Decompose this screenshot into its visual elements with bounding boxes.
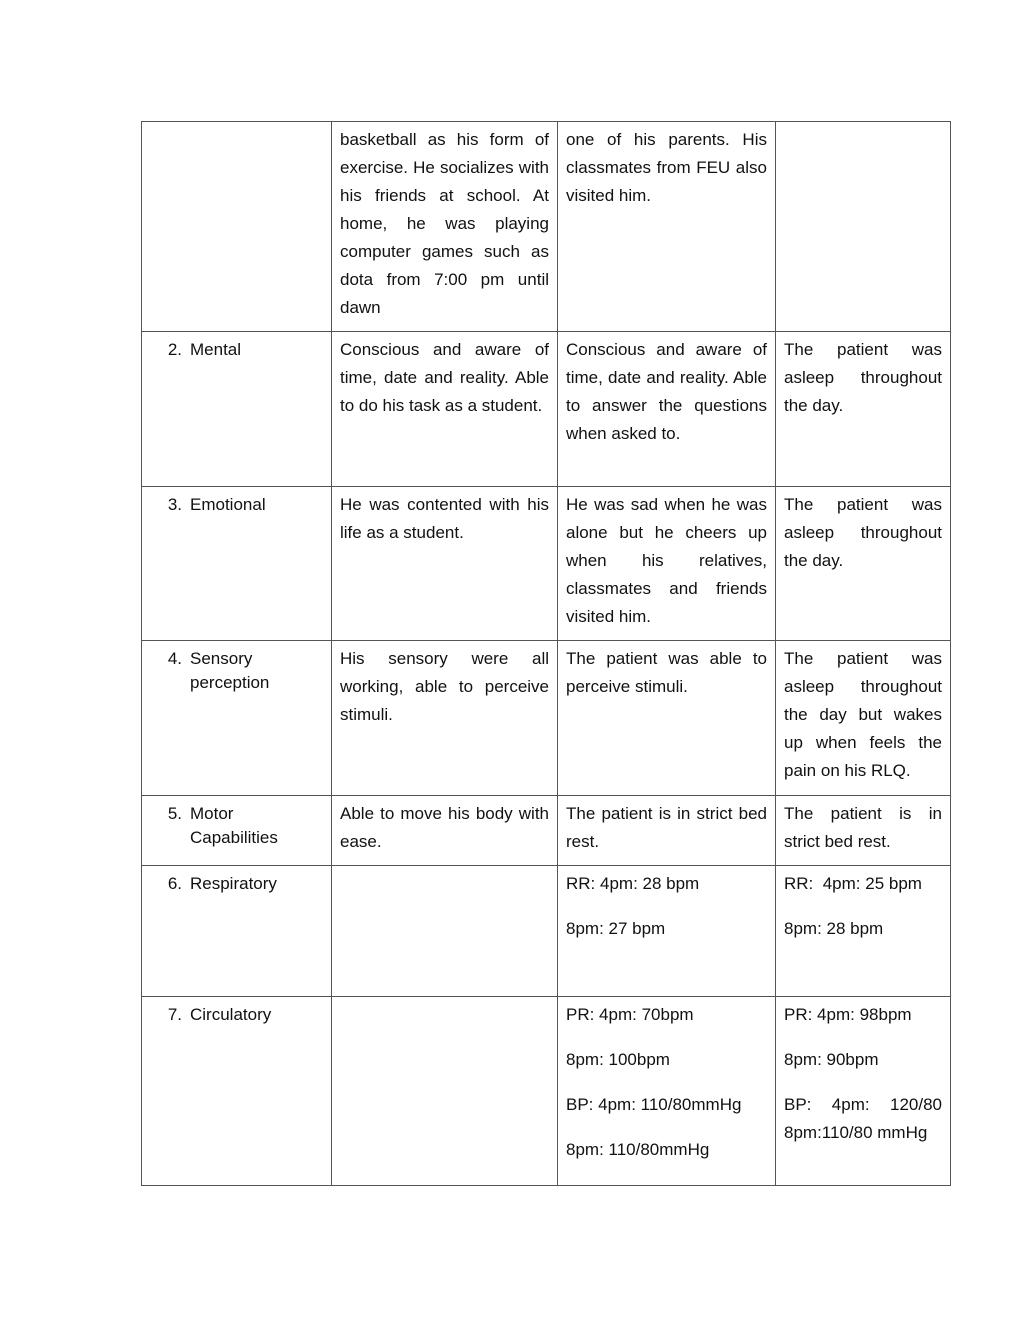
item-number: 7. xyxy=(167,1005,182,1024)
current-text: The patient was asleep throughout the day but wakes up when feels the pain on his RLQ. xyxy=(784,649,942,780)
vital-sign-text: RR: 4pm: 25 bpm xyxy=(784,874,922,893)
item-label: Circulatory xyxy=(190,1005,272,1024)
admission-text: He was sad when he was alone but he cheers up when his relatives, classmates and friends visited him. xyxy=(566,495,767,626)
admission-cell xyxy=(558,641,776,796)
pattern-cell xyxy=(142,641,332,796)
admission-cell xyxy=(558,866,776,997)
admission-text: Conscious and aware of time, date and reality. Able to answer the questions when asked to. xyxy=(566,340,767,443)
assessment-table xyxy=(141,121,951,1186)
current-cell xyxy=(776,641,951,796)
admission-text: The patient is in strict bed rest. xyxy=(566,804,767,851)
baseline-cell: Conscious and aware of time, date and reality. Able to do his task as a student. xyxy=(332,332,558,487)
vital-sign-text: PR: 4pm: 98bpm xyxy=(784,1005,912,1024)
vital-sign-text: BP: 4pm: 120/80 8pm:110/80 mmHg xyxy=(784,1095,942,1142)
item-label: Mental xyxy=(190,340,242,359)
item-label: Motor Capabilities xyxy=(190,804,278,847)
current-text: The patient was asleep throughout the day. xyxy=(784,495,942,570)
baseline-cell: His sensory were all working, able to perceive stimuli. xyxy=(332,641,558,796)
current-cell xyxy=(776,866,951,997)
vital-sign-text: 8pm: 90bpm xyxy=(784,1050,879,1069)
pattern-cell xyxy=(142,487,332,641)
current-cell xyxy=(776,332,951,487)
baseline-cell xyxy=(332,997,558,1186)
admission-cell xyxy=(558,122,776,332)
admission-cell xyxy=(558,796,776,866)
current-cell xyxy=(776,796,951,866)
table-row xyxy=(142,122,951,332)
pattern-cell xyxy=(142,122,332,332)
admission-cell xyxy=(558,997,776,1186)
table-row xyxy=(142,487,951,641)
pattern-cell xyxy=(142,866,332,997)
admission-cell xyxy=(558,487,776,641)
item-label: Respiratory xyxy=(190,874,277,893)
baseline-cell: He was contented with his life as a student. xyxy=(332,487,558,641)
pattern-cell xyxy=(142,332,332,487)
item-number: 6. xyxy=(167,874,182,893)
admission-text: one of his parents. His classmates from FEU also visited him. xyxy=(566,130,767,205)
admission-text: The patient was able to perceive stimuli. xyxy=(566,649,767,696)
table-row xyxy=(142,997,951,1186)
vital-sign-text: 8pm: 27 bpm xyxy=(566,919,666,938)
baseline-cell: basketball as his form of exercise. He socializes with his friends at school. At home, he was playing computer games such as dota from 7:00 pm until dawn xyxy=(332,122,558,332)
item-number: 2. xyxy=(167,340,182,359)
current-cell xyxy=(776,487,951,641)
vital-sign-text: BP: 4pm: 110/80mmHg xyxy=(566,1095,742,1114)
table-row xyxy=(142,332,951,487)
pattern-cell xyxy=(142,997,332,1186)
baseline-cell: Able to move his body with ease. xyxy=(332,796,558,866)
item-number: 5. xyxy=(167,804,182,823)
table-row xyxy=(142,866,951,997)
item-label: Sensory perception xyxy=(190,649,270,692)
current-text: The patient is in strict bed rest. xyxy=(784,804,942,851)
current-cell xyxy=(776,122,951,332)
pattern-cell xyxy=(142,796,332,866)
item-number: 4. xyxy=(167,649,182,668)
current-text: The patient was asleep throughout the day. xyxy=(784,340,942,415)
item-label: Emotional xyxy=(190,495,266,514)
baseline-cell xyxy=(332,866,558,997)
vital-sign-text: RR: 4pm: 28 bpm xyxy=(566,874,700,893)
vital-sign-text: 8pm: 28 bpm xyxy=(784,919,884,938)
table-row xyxy=(142,641,951,796)
vital-sign-text: 8pm: 110/80mmHg xyxy=(566,1140,710,1159)
item-number: 3. xyxy=(167,495,182,514)
admission-cell xyxy=(558,332,776,487)
vital-sign-text: PR: 4pm: 70bpm xyxy=(566,1005,694,1024)
table-row xyxy=(142,796,951,866)
vital-sign-text: 8pm: 100bpm xyxy=(566,1050,670,1069)
current-cell xyxy=(776,997,951,1186)
